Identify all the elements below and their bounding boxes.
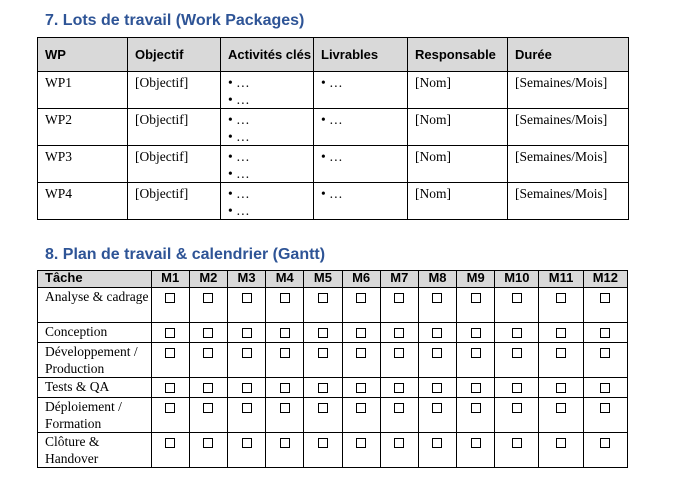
checkbox-icon[interactable] [280, 348, 290, 358]
month-cell [380, 378, 418, 398]
checkbox-icon[interactable] [203, 328, 213, 338]
column-header-livrables: Livrables [314, 38, 408, 72]
table-row [38, 288, 628, 323]
checkbox-icon[interactable] [556, 328, 566, 338]
month-cell [457, 323, 495, 343]
wp-id: WP1 [38, 72, 128, 109]
checkbox-icon[interactable] [556, 438, 566, 448]
wp-objectif: [Objectif] [128, 72, 221, 109]
month-cell [495, 343, 539, 378]
month-header: M12 [583, 271, 627, 288]
checkbox-icon[interactable] [471, 383, 481, 393]
activity-bullet: • … [228, 92, 250, 107]
month-cell [304, 398, 342, 433]
table-row [38, 398, 628, 433]
wp-responsable: [Nom] [408, 146, 508, 183]
checkbox-icon[interactable] [280, 403, 290, 413]
month-cell [304, 433, 342, 468]
checkbox-icon[interactable] [556, 383, 566, 393]
month-cell [266, 398, 304, 433]
month-cell [227, 288, 265, 323]
wp-id: WP4 [38, 183, 128, 220]
month-cell [380, 433, 418, 468]
checkbox-icon[interactable] [242, 438, 252, 448]
month-cell [418, 323, 456, 343]
wp-responsable: [Nom] [408, 72, 508, 109]
month-cell [418, 288, 456, 323]
month-cell [583, 433, 627, 468]
checkbox-icon[interactable] [432, 403, 442, 413]
checkbox-icon[interactable] [318, 348, 328, 358]
month-cell [583, 398, 627, 433]
checkbox-icon[interactable] [242, 383, 252, 393]
month-cell [342, 398, 380, 433]
activity-bullet: • … [228, 129, 250, 144]
month-header: M2 [189, 271, 227, 288]
month-cell [380, 288, 418, 323]
month-header: M9 [457, 271, 495, 288]
wp-responsable: [Nom] [408, 109, 508, 146]
month-cell [342, 378, 380, 398]
month-cell [539, 398, 583, 433]
month-cell [457, 398, 495, 433]
wp-objectif: [Objectif] [128, 183, 221, 220]
checkbox-icon[interactable] [471, 348, 481, 358]
wp-livrable: • … [314, 109, 408, 146]
month-cell [495, 398, 539, 433]
wp-duree: [Semaines/Mois] [508, 72, 629, 109]
month-cell [189, 398, 227, 433]
checkbox-icon[interactable] [432, 348, 442, 358]
month-cell [495, 323, 539, 343]
month-cell [418, 433, 456, 468]
checkbox-icon[interactable] [394, 293, 404, 303]
checkbox-icon[interactable] [242, 328, 252, 338]
column-header-activites: Activités clés [221, 38, 314, 72]
activity-bullet: • … [228, 112, 250, 127]
task-name: Conception [38, 323, 152, 343]
month-cell [304, 323, 342, 343]
month-header: M7 [380, 271, 418, 288]
month-cell [418, 378, 456, 398]
task-name: Déploiement / Formation [38, 398, 152, 433]
month-cell [380, 398, 418, 433]
wp-responsable: [Nom] [408, 183, 508, 220]
wp-activites [221, 146, 314, 183]
month-cell [151, 433, 189, 468]
checkbox-icon[interactable] [165, 438, 175, 448]
activity-bullet: • … [228, 166, 250, 181]
wp-id: WP2 [38, 109, 128, 146]
checkbox-icon[interactable] [356, 438, 366, 448]
table-row [38, 146, 629, 183]
checkbox-icon[interactable] [512, 328, 522, 338]
activity-bullet: • … [228, 186, 250, 201]
checkbox-icon[interactable] [165, 348, 175, 358]
month-cell [495, 433, 539, 468]
month-header: M4 [266, 271, 304, 288]
checkbox-icon[interactable] [432, 328, 442, 338]
checkbox-icon[interactable] [471, 293, 481, 303]
checkbox-icon[interactable] [394, 348, 404, 358]
month-header: M1 [151, 271, 189, 288]
wp-duree: [Semaines/Mois] [508, 146, 629, 183]
checkbox-icon[interactable] [280, 293, 290, 303]
table-row [38, 72, 629, 109]
month-cell [495, 288, 539, 323]
month-cell [583, 343, 627, 378]
checkbox-icon[interactable] [203, 438, 213, 448]
checkbox-icon[interactable] [556, 348, 566, 358]
month-cell [189, 343, 227, 378]
table-row [38, 433, 628, 468]
month-cell [227, 343, 265, 378]
checkbox-icon[interactable] [356, 293, 366, 303]
column-header-tache: Tâche [38, 271, 152, 288]
month-header: M11 [539, 271, 583, 288]
month-header: M3 [227, 271, 265, 288]
table-row [38, 378, 628, 398]
column-header-responsable: Responsable [408, 38, 508, 72]
wp-objectif: [Objectif] [128, 146, 221, 183]
checkbox-icon[interactable] [432, 293, 442, 303]
activity-bullet: • … [228, 203, 250, 218]
checkbox-icon[interactable] [600, 403, 610, 413]
wp-objectif: [Objectif] [128, 109, 221, 146]
checkbox-icon[interactable] [242, 348, 252, 358]
wp-activites [221, 109, 314, 146]
month-cell [151, 378, 189, 398]
section-7-heading: 7. Lots de travail (Work Packages) [45, 12, 305, 29]
checkbox-icon[interactable] [471, 438, 481, 448]
activity-bullet: • … [228, 75, 250, 90]
task-name: Clôture & Handover [38, 433, 152, 468]
table-row [38, 109, 629, 146]
month-cell [539, 378, 583, 398]
checkbox-icon[interactable] [394, 328, 404, 338]
checkbox-icon[interactable] [280, 383, 290, 393]
column-header-wp: WP [38, 38, 128, 72]
checkbox-icon[interactable] [356, 403, 366, 413]
month-cell [539, 288, 583, 323]
month-cell [418, 343, 456, 378]
wp-duree: [Semaines/Mois] [508, 109, 629, 146]
checkbox-icon[interactable] [512, 438, 522, 448]
checkbox-icon[interactable] [356, 328, 366, 338]
month-cell [539, 323, 583, 343]
activity-bullet: • … [228, 149, 250, 164]
checkbox-icon[interactable] [394, 438, 404, 448]
checkbox-icon[interactable] [512, 293, 522, 303]
month-cell [151, 323, 189, 343]
checkbox-icon[interactable] [512, 383, 522, 393]
checkbox-icon[interactable] [203, 293, 213, 303]
month-cell [457, 433, 495, 468]
month-cell [189, 323, 227, 343]
section-8-heading: 8. Plan de travail & calendrier (Gantt) [45, 246, 326, 263]
checkbox-icon[interactable] [280, 328, 290, 338]
month-cell [266, 323, 304, 343]
checkbox-icon[interactable] [600, 383, 610, 393]
checkbox-icon[interactable] [318, 328, 328, 338]
checkbox-icon[interactable] [242, 293, 252, 303]
month-cell [457, 343, 495, 378]
checkbox-icon[interactable] [394, 383, 404, 393]
month-header: M5 [304, 271, 342, 288]
month-cell [342, 323, 380, 343]
checkbox-icon[interactable] [165, 328, 175, 338]
wp-id: WP3 [38, 146, 128, 183]
checkbox-icon[interactable] [356, 383, 366, 393]
month-cell [227, 323, 265, 343]
checkbox-icon[interactable] [556, 403, 566, 413]
month-cell [227, 433, 265, 468]
checkbox-icon[interactable] [203, 403, 213, 413]
wp-activites [221, 72, 314, 109]
month-cell [266, 343, 304, 378]
checkbox-icon[interactable] [318, 403, 328, 413]
wp-livrable: • … [314, 72, 408, 109]
checkbox-icon[interactable] [600, 438, 610, 448]
wp-header-row [38, 38, 629, 72]
checkbox-icon[interactable] [318, 293, 328, 303]
checkbox-icon[interactable] [600, 293, 610, 303]
gantt-header-row [38, 271, 628, 288]
month-cell [583, 323, 627, 343]
checkbox-icon[interactable] [432, 438, 442, 448]
checkbox-icon[interactable] [512, 403, 522, 413]
checkbox-icon[interactable] [512, 348, 522, 358]
work-packages-table [37, 37, 629, 220]
month-cell [304, 288, 342, 323]
month-cell [151, 398, 189, 433]
task-name: Tests & QA [38, 378, 152, 398]
month-cell [189, 433, 227, 468]
month-cell [380, 323, 418, 343]
month-header: M10 [495, 271, 539, 288]
wp-activites [221, 183, 314, 220]
checkbox-icon[interactable] [318, 438, 328, 448]
month-cell [539, 433, 583, 468]
month-header: M6 [342, 271, 380, 288]
table-row [38, 323, 628, 343]
month-cell [342, 288, 380, 323]
month-cell [304, 378, 342, 398]
month-cell [189, 288, 227, 323]
month-cell [418, 398, 456, 433]
checkbox-icon[interactable] [556, 293, 566, 303]
column-header-duree: Durée [508, 38, 629, 72]
table-row [38, 183, 629, 220]
month-header: M8 [418, 271, 456, 288]
column-header-objectif: Objectif [128, 38, 221, 72]
month-cell [457, 288, 495, 323]
checkbox-icon[interactable] [600, 328, 610, 338]
checkbox-icon[interactable] [432, 383, 442, 393]
month-cell [495, 378, 539, 398]
checkbox-icon[interactable] [600, 348, 610, 358]
month-cell [380, 343, 418, 378]
month-cell [227, 378, 265, 398]
gantt-table [37, 270, 628, 468]
month-cell [266, 288, 304, 323]
month-cell [583, 288, 627, 323]
table-row [38, 343, 628, 378]
checkbox-icon[interactable] [165, 383, 175, 393]
wp-duree: [Semaines/Mois] [508, 183, 629, 220]
checkbox-icon[interactable] [318, 383, 328, 393]
checkbox-icon[interactable] [203, 383, 213, 393]
checkbox-icon[interactable] [165, 293, 175, 303]
checkbox-icon[interactable] [356, 348, 366, 358]
month-cell [583, 378, 627, 398]
month-cell [151, 343, 189, 378]
checkbox-icon[interactable] [394, 403, 404, 413]
task-name: Développement / Production [38, 343, 152, 378]
wp-livrable: • … [314, 183, 408, 220]
checkbox-icon[interactable] [280, 438, 290, 448]
month-cell [304, 343, 342, 378]
checkbox-icon[interactable] [242, 403, 252, 413]
month-cell [457, 378, 495, 398]
month-cell [342, 343, 380, 378]
month-cell [539, 343, 583, 378]
checkbox-icon[interactable] [471, 328, 481, 338]
task-name: Analyse & cadrage [38, 288, 152, 323]
month-cell [342, 433, 380, 468]
month-cell [189, 378, 227, 398]
wp-livrable: • … [314, 146, 408, 183]
month-cell [266, 378, 304, 398]
checkbox-icon[interactable] [203, 348, 213, 358]
month-cell [151, 288, 189, 323]
checkbox-icon[interactable] [165, 403, 175, 413]
month-cell [227, 398, 265, 433]
checkbox-icon[interactable] [471, 403, 481, 413]
month-cell [266, 433, 304, 468]
